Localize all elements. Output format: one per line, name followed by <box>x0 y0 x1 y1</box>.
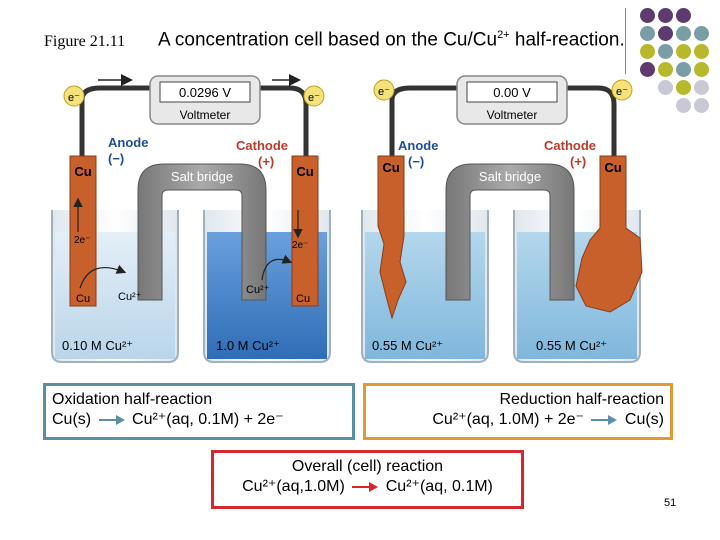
voltmeter-label: Voltmeter <box>486 108 538 122</box>
salt-bridge-label: Salt bridge <box>170 169 234 184</box>
figure-label: Figure 21.11 <box>44 33 126 50</box>
electron-label: e⁻ <box>378 86 390 98</box>
anode-sign: (−) <box>408 154 425 169</box>
electron-count-label: 2e⁻ <box>74 235 91 246</box>
electron-label: e⁻ <box>68 92 80 104</box>
anode-concentration: 0.10 M Cu²⁺ <box>62 338 134 353</box>
electron-label: e⁻ <box>308 92 320 104</box>
overall-reaction-box <box>211 450 524 509</box>
cathode-label: Cathode <box>544 138 596 153</box>
cathode-concentration: 0.55 M Cu²⁺ <box>536 338 608 353</box>
cathode-sign: (+) <box>570 154 587 169</box>
electrode-label: Cu <box>604 160 622 175</box>
cathode-concentration: 1.0 M Cu²⁺ <box>216 338 280 353</box>
reaction-arrow-icon <box>352 482 378 492</box>
voltmeter-reading: 0.00 V <box>493 85 531 100</box>
reaction-arrow-icon <box>591 415 617 425</box>
electron-label: e⁻ <box>616 86 628 98</box>
salt-bridge <box>446 164 574 300</box>
reduction-reactant: Cu²⁺(aq, 1.0M) + 2e⁻ <box>432 411 584 428</box>
page-number: 51 <box>664 497 677 509</box>
reduction-heading: Reduction half-reaction <box>499 391 664 408</box>
anode-concentration: 0.55 M Cu²⁺ <box>372 338 444 353</box>
electrode-label: Cu <box>296 164 314 179</box>
cu2-ion-label: Cu²⁺ <box>246 284 270 296</box>
cu-label: Cu <box>76 293 91 305</box>
overall-product: Cu²⁺(aq, 0.1M) <box>385 478 493 495</box>
anode-label: Anode <box>398 138 439 153</box>
oxidation-half-reaction-box <box>43 383 355 440</box>
anode-sign: (−) <box>108 151 125 166</box>
anode-label: Anode <box>108 135 149 150</box>
oxidation-heading: Oxidation half-reaction <box>52 391 213 408</box>
salt-bridge-label: Salt bridge <box>478 169 542 184</box>
voltmeter-reading: 0.0296 V <box>178 85 232 100</box>
reduction-product: Cu(s) <box>624 411 664 428</box>
reaction-arrow-icon <box>99 415 125 425</box>
cu-label: Cu <box>296 293 311 305</box>
left-cell <box>52 76 330 362</box>
overall-heading: Overall (cell) reaction <box>291 458 444 475</box>
oxidation-product: Cu²⁺(aq, 0.1M) + 2e⁻ <box>132 411 284 428</box>
electron-count-label: 2e⁻ <box>292 240 309 251</box>
cathode-label: Cathode <box>236 138 288 153</box>
electrode-label: Cu <box>382 160 400 175</box>
reduction-equation <box>372 410 664 430</box>
oxidation-equation <box>52 410 346 430</box>
reduction-half-reaction-box <box>363 383 673 440</box>
salt-bridge <box>138 164 266 300</box>
right-cell <box>362 76 642 362</box>
overall-equation <box>220 477 515 497</box>
electrode-label: Cu <box>74 164 92 179</box>
slide-title: A concentration cell based on the $Cu/Cu^{2+}$ half-reaction. <box>158 29 625 51</box>
cu2-ion-label: Cu²⁺ <box>118 291 142 303</box>
voltmeter-label: Voltmeter <box>179 108 231 122</box>
oxidation-reactant: Cu(s) <box>52 411 92 428</box>
overall-reactant: Cu²⁺(aq,1.0M) <box>242 478 345 495</box>
cathode-sign: (+) <box>258 154 275 169</box>
